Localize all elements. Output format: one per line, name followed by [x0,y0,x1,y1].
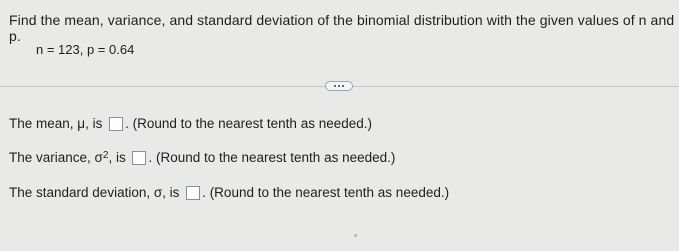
variance-prompt-tail: , is [108,150,130,165]
question-text: Find the mean, variance, and standard deviation of the binomial distribution with the given values of n and p. [9,12,675,44]
ellipsis-icon [338,85,340,87]
stray-mark [354,234,357,237]
variance-answer-input[interactable] [132,151,146,165]
variance-rounding-note: . (Round to the nearest tenth as needed.) [148,150,396,165]
mean-prompt: The mean, μ, is [9,116,107,131]
ellipsis-icon [334,85,336,87]
ellipsis-icon [342,85,344,87]
variance-answer-row: The variance, σ $^2$ , is . (Round to the nearest tenth as needed.) [9,149,396,165]
variance-prompt: The variance, σ [9,150,103,165]
expand-more-button[interactable] [325,81,353,91]
sd-answer-row [9,185,449,200]
mean-answer-row [9,116,372,131]
sd-rounding-note: . (Round to the nearest tenth as needed.) [202,185,450,200]
sd-answer-input[interactable] [186,186,200,200]
sd-prompt: The standard deviation, σ, is [9,185,184,200]
mean-answer-input[interactable] [109,117,123,131]
given-parameters: n = 123, p = 0.64 [36,42,135,57]
mean-rounding-note: . (Round to the nearest tenth as needed.) [125,116,372,131]
